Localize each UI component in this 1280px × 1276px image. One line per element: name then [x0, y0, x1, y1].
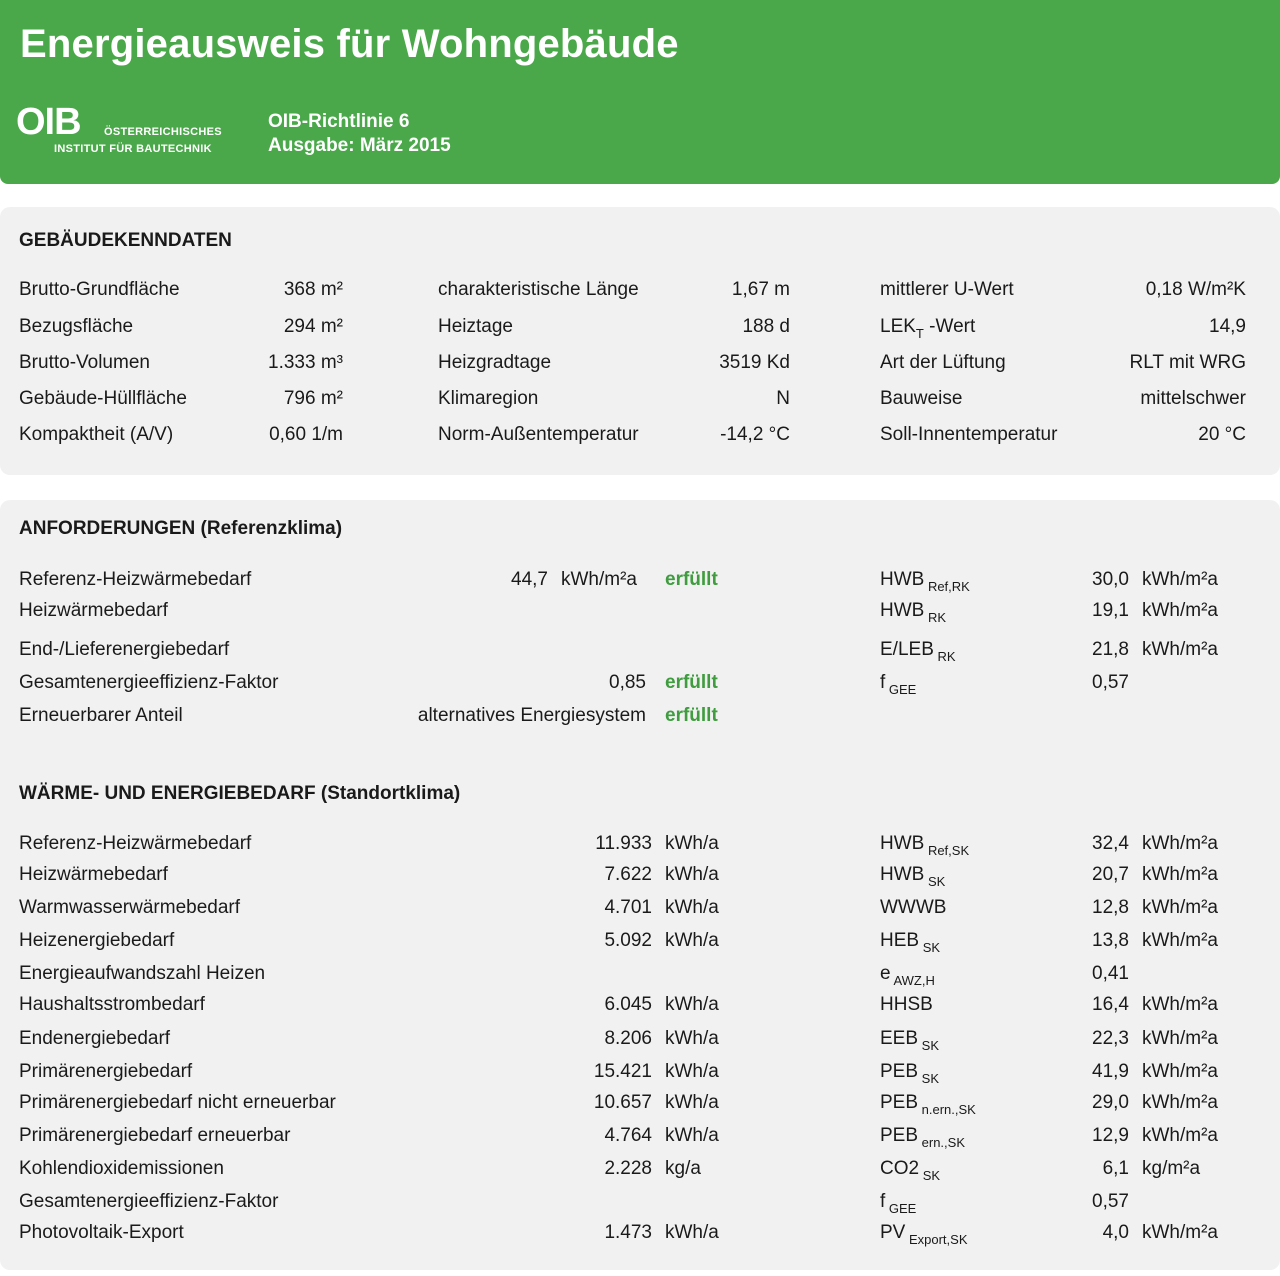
waerme-label: Primärenergiebedarf	[19, 1061, 193, 1082]
waerme-symbol-value: 0,41	[1092, 963, 1129, 984]
gebaeudekenndaten-title: GEBÄUDEKENNDATEN	[19, 230, 232, 251]
waerme-label: Heizwärmebedarf	[19, 864, 168, 885]
kenndaten-value: 14,9	[1209, 316, 1246, 337]
kenndaten-label: Heizgradtage	[438, 352, 552, 373]
gebaeudekenndaten-panel	[0, 207, 1280, 475]
oib-logo-line2: INSTITUT FÜR BAUTECHNIK	[54, 143, 212, 155]
anforderungen-title: ANFORDERUNGEN (Referenzklima)	[19, 518, 343, 539]
anforderung-label: Erneuerbarer Anteil	[19, 705, 183, 726]
waerme-symbol: HWB $_{SK}$	[880, 864, 946, 889]
anforderung-symbol-value: 0,57	[1092, 672, 1129, 693]
waerme-symbol-value: 16,4	[1092, 994, 1129, 1015]
waerme-symbol-unit: kWh/m²a	[1142, 1222, 1218, 1243]
ausgabe-label: Ausgabe: März 2015	[268, 135, 451, 156]
energie-panel	[0, 500, 1280, 1270]
kenndaten-label: Heiztage	[438, 316, 513, 337]
waerme-symbol-value: 41,9	[1092, 1061, 1129, 1082]
kenndaten-label: Art der Lüftung	[880, 352, 1006, 373]
anforderung-symbol: f $_{GEE}$	[880, 672, 917, 697]
waerme-label: Primärenergiebedarf erneuerbar	[19, 1125, 291, 1146]
waerme-label: Gesamtenergieeffizienz-Faktor	[19, 1191, 279, 1212]
waerme-symbol-value: 32,4	[1092, 833, 1129, 854]
waerme-unit: kWh/a	[665, 1092, 719, 1113]
waerme-value: 8.206	[604, 1028, 652, 1049]
waerme-value: 7.622	[604, 864, 652, 885]
anforderung-symbol: HWB $_{RK}$	[880, 600, 946, 625]
anforderung-symbol-value: 19,1	[1092, 600, 1129, 621]
anforderung-text: 0,85	[609, 672, 646, 693]
kenndaten-label: mittlerer U-Wert	[880, 279, 1014, 300]
waerme-label: Heizenergiebedarf	[19, 930, 175, 951]
waerme-label: Haushaltsstrombedarf	[19, 994, 205, 1015]
waerme-symbol-unit: kWh/m²a	[1142, 930, 1218, 951]
waerme-symbol: PV $_{Export,SK}$	[880, 1222, 968, 1247]
kenndaten-value: mittelschwer	[1140, 388, 1246, 409]
waerme-symbol-value: 29,0	[1092, 1092, 1129, 1113]
kenndaten-value: 3519 Kd	[719, 352, 790, 373]
waerme-symbol: EEB $_{SK}$	[880, 1028, 939, 1053]
anforderung-symbol-unit: kWh/m²a	[1142, 639, 1218, 660]
waerme-value: 2.228	[604, 1158, 652, 1179]
kenndaten-value: 796 m²	[283, 388, 343, 409]
anforderung-symbol-value: 30,0	[1092, 569, 1129, 590]
anforderung-unit: kWh/m²a	[561, 569, 637, 590]
waerme-value: 4.701	[604, 897, 652, 918]
oib-logo-mark: OIB	[16, 101, 81, 143]
waerme-symbol: PEB $_{SK}$	[880, 1061, 939, 1086]
kenndaten-label: $LEK_T$ -Wert	[880, 316, 976, 341]
waerme-title: WÄRME- UND ENERGIEBEDARF (Standortklima)	[19, 783, 461, 804]
waerme-value: 6.045	[604, 994, 652, 1015]
waerme-symbol: f $_{GEE}$	[880, 1191, 917, 1216]
waerme-unit: kg/a	[665, 1158, 701, 1179]
anforderung-symbol: E/LEB $_{RK}$	[880, 639, 956, 664]
richtlinie-label: OIB-Richtlinie 6	[268, 111, 410, 132]
waerme-unit: kWh/a	[665, 1028, 719, 1049]
waerme-value: 10.657	[593, 1092, 652, 1113]
anforderung-symbol-value: 21,8	[1092, 639, 1129, 660]
kenndaten-value: 0,18 W/m²K	[1145, 279, 1246, 300]
oib-logo-line1: ÖSTERREICHISCHES	[104, 126, 222, 138]
waerme-symbol-unit: kWh/m²a	[1142, 897, 1218, 918]
kenndaten-label: Gebäude-Hüllfläche	[19, 388, 187, 409]
anforderung-symbol: HWB $_{Ref,RK}$	[880, 569, 970, 594]
anforderung-status: erfüllt	[665, 569, 718, 590]
kenndaten-label: Kompaktheit (A/V)	[19, 424, 174, 445]
kenndaten-value: RLT mit WRG	[1129, 352, 1246, 373]
waerme-symbol: PEB $_{ern.,SK}$	[880, 1125, 965, 1150]
document-title: Energieausweis für Wohngebäude	[20, 22, 679, 66]
kenndaten-value: 294 m²	[283, 316, 343, 337]
waerme-value: 11.933	[595, 833, 652, 854]
kenndaten-label: charakteristische Länge	[438, 279, 639, 300]
waerme-label: Primärenergiebedarf nicht erneuerbar	[19, 1092, 336, 1113]
waerme-symbol-value: 4,0	[1102, 1222, 1129, 1243]
waerme-symbol-value: 22,3	[1092, 1028, 1129, 1049]
waerme-label: Photovoltaik-Export	[19, 1222, 184, 1243]
waerme-symbol: HEB $_{SK}$	[880, 930, 941, 955]
waerme-unit: kWh/a	[665, 1222, 719, 1243]
anforderung-label: Gesamtenergieeffizienz-Faktor	[19, 672, 279, 693]
anforderung-label: End-/Lieferenergiebedarf	[19, 639, 230, 660]
anforderung-label: Referenz-Heizwärmebedarf	[19, 569, 252, 590]
waerme-symbol-unit: kWh/m²a	[1142, 833, 1218, 854]
header-banner	[0, 0, 1280, 184]
waerme-value: 5.092	[604, 930, 652, 951]
waerme-symbol-value: 0,57	[1092, 1191, 1129, 1212]
kenndaten-value: N	[776, 388, 790, 409]
oib-info	[268, 110, 451, 158]
waerme-symbol-value: 6,1	[1102, 1158, 1129, 1179]
waerme-value: 15.421	[593, 1061, 652, 1082]
anforderung-status: erfüllt	[665, 672, 718, 693]
waerme-label: Energieaufwandszahl Heizen	[19, 963, 266, 984]
waerme-symbol-unit: kWh/m²a	[1142, 1125, 1218, 1146]
kenndaten-value: 1.333 m³	[268, 352, 343, 373]
waerme-label: Warmwasserwärmebedarf	[19, 897, 241, 918]
waerme-symbol-unit: kg/m²a	[1142, 1158, 1201, 1179]
waerme-symbol: e $_{AWZ,H}$	[880, 963, 935, 988]
kenndaten-value: 368 m²	[283, 279, 343, 300]
waerme-symbol-unit: kWh/m²a	[1142, 1092, 1218, 1113]
waerme-symbol: HWB $_{Ref,SK}$	[880, 833, 970, 858]
waerme-symbol-unit: kWh/m²a	[1142, 864, 1218, 885]
waerme-unit: kWh/a	[665, 833, 719, 854]
waerme-unit: kWh/a	[665, 1125, 719, 1146]
kenndaten-label: Klimaregion	[438, 388, 539, 409]
kenndaten-label: Brutto-Grundfläche	[19, 279, 180, 300]
waerme-unit: kWh/a	[665, 930, 719, 951]
kenndaten-value: 0,60 1/m	[269, 424, 343, 445]
anforderung-symbol-unit: kWh/m²a	[1142, 600, 1218, 621]
waerme-symbol: PEB $_{n.ern.,SK}$	[880, 1092, 976, 1117]
kenndaten-label: Norm-Außentemperatur	[438, 424, 639, 445]
waerme-unit: kWh/a	[665, 864, 719, 885]
anforderung-status: erfüllt	[665, 705, 718, 726]
waerme-symbol-unit: kWh/m²a	[1142, 1028, 1218, 1049]
kenndaten-value: 188 d	[742, 316, 790, 337]
waerme-symbol-value: 12,9	[1092, 1125, 1129, 1146]
anforderung-value: 44,7	[511, 569, 548, 590]
waerme-symbol-unit: kWh/m²a	[1142, 1061, 1218, 1082]
waerme-symbol: HHSB	[880, 994, 933, 1015]
kenndaten-label: Soll-Innentemperatur	[880, 424, 1058, 445]
anforderung-symbol-unit: kWh/m²a	[1142, 569, 1218, 590]
waerme-symbol-unit: kWh/m²a	[1142, 994, 1218, 1015]
waerme-label: Endenergiebedarf	[19, 1028, 171, 1049]
waerme-symbol-value: 20,7	[1092, 864, 1129, 885]
waerme-unit: kWh/a	[665, 897, 719, 918]
waerme-unit: kWh/a	[665, 1061, 719, 1082]
kenndaten-label: Brutto-Volumen	[19, 352, 150, 373]
waerme-symbol: WWWB	[880, 897, 947, 918]
waerme-value: 1.473	[604, 1222, 652, 1243]
kenndaten-value: 20 °C	[1198, 424, 1246, 445]
waerme-symbol-value: 13,8	[1092, 930, 1129, 951]
anforderung-text: alternatives Energiesystem	[417, 705, 646, 726]
anforderung-label: Heizwärmebedarf	[19, 600, 168, 621]
kenndaten-label: Bezugsfläche	[19, 316, 134, 337]
waerme-symbol-value: 12,8	[1092, 897, 1129, 918]
kenndaten-value: -14,2 °C	[720, 424, 790, 445]
waerme-unit: kWh/a	[665, 994, 719, 1015]
waerme-label: Kohlendioxidemissionen	[19, 1158, 224, 1179]
oib-logo	[16, 102, 241, 158]
kenndaten-label: Bauweise	[880, 388, 963, 409]
waerme-value: 4.764	[604, 1125, 652, 1146]
waerme-label: Referenz-Heizwärmebedarf	[19, 833, 252, 854]
waerme-symbol: CO2 $_{SK}$	[880, 1158, 941, 1183]
kenndaten-value: 1,67 m	[731, 279, 790, 300]
